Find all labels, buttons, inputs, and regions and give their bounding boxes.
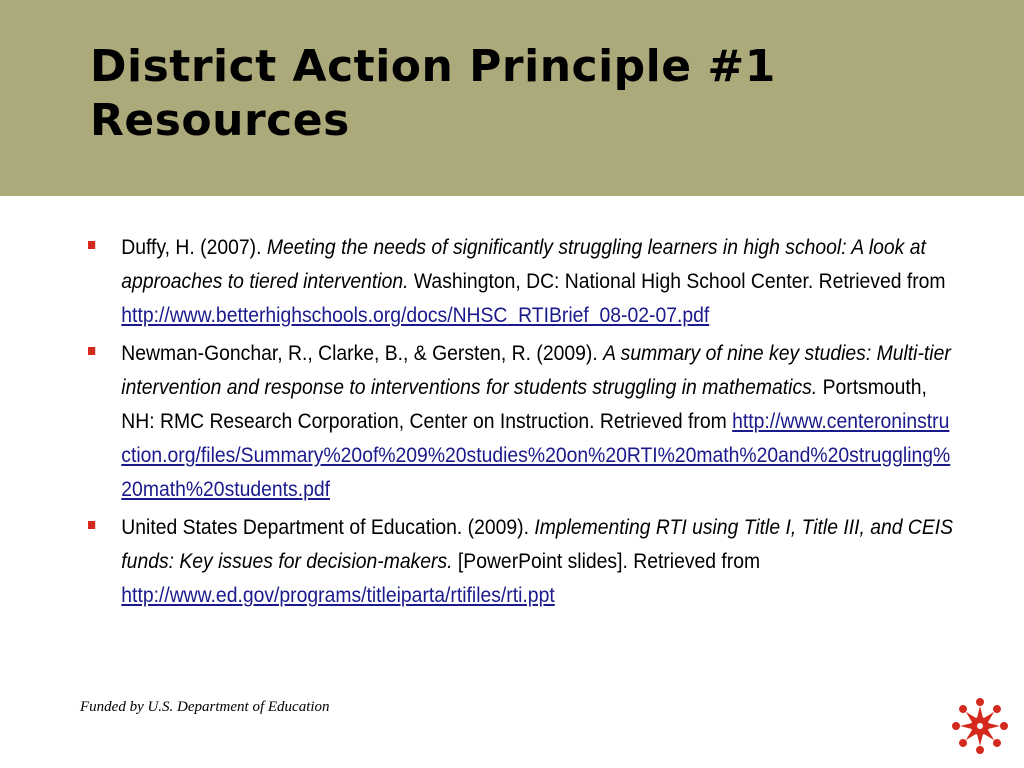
reference-item [88, 336, 954, 506]
reference-link[interactable]: http://www.centeroninstruction.org/files/Summary%20of%209%20studies%20on%20RTI%20math%20and%20struggling%20math%20students.pdf [121, 409, 951, 501]
reference-title: Meeting the needs of significantly struggling learners in high school: A look at approaches to tiered intervention. [121, 235, 926, 293]
reference-publisher: Washington, DC: National High School Center. Retrieved from [408, 269, 946, 293]
square-bullet-icon [88, 241, 95, 249]
reference-title: Implementing RTI using Title I, Title III, and CEIS funds: Key issues for decision-makers. [121, 515, 954, 573]
reference-publisher: Portsmouth, NH: RMC Research Corporation, Center on Instruction. Retrieved from [121, 375, 927, 433]
square-bullet-icon [88, 347, 95, 355]
slide-title-line-1: District Action Principle #1 [90, 41, 776, 92]
reference-title: A summary of nine key studies: Multi-tier intervention and response to interventions for students struggling in mathematics. [121, 341, 951, 399]
slide-title [90, 40, 776, 148]
reference-item [88, 230, 954, 332]
reference-link[interactable]: http://www.betterhighschools.org/docs/NHSC_RTIBrief_08-02-07.pdf [121, 303, 710, 327]
reference-link[interactable]: http://www.ed.gov/programs/titleiparta/rtifiles/rti.ppt [121, 583, 555, 607]
reference-list [88, 230, 954, 616]
square-bullet-icon [88, 521, 95, 529]
red-starburst-logo-icon [950, 696, 1010, 756]
reference-item [88, 510, 954, 612]
slide-title-line-2: Resources [90, 95, 350, 146]
title-band [0, 0, 1024, 196]
reference-publisher: [PowerPoint slides]. Retrieved from [452, 549, 761, 573]
reference-authors: United States Department of Education. (2009). [121, 515, 535, 539]
reference-authors: Newman-Gonchar, R., Clarke, B., & Gersten, R. (2009). [121, 341, 604, 365]
reference-authors: Duffy, H. (2007). [121, 235, 267, 259]
footer-funding-note: Funded by U.S. Department of Education [80, 699, 330, 715]
